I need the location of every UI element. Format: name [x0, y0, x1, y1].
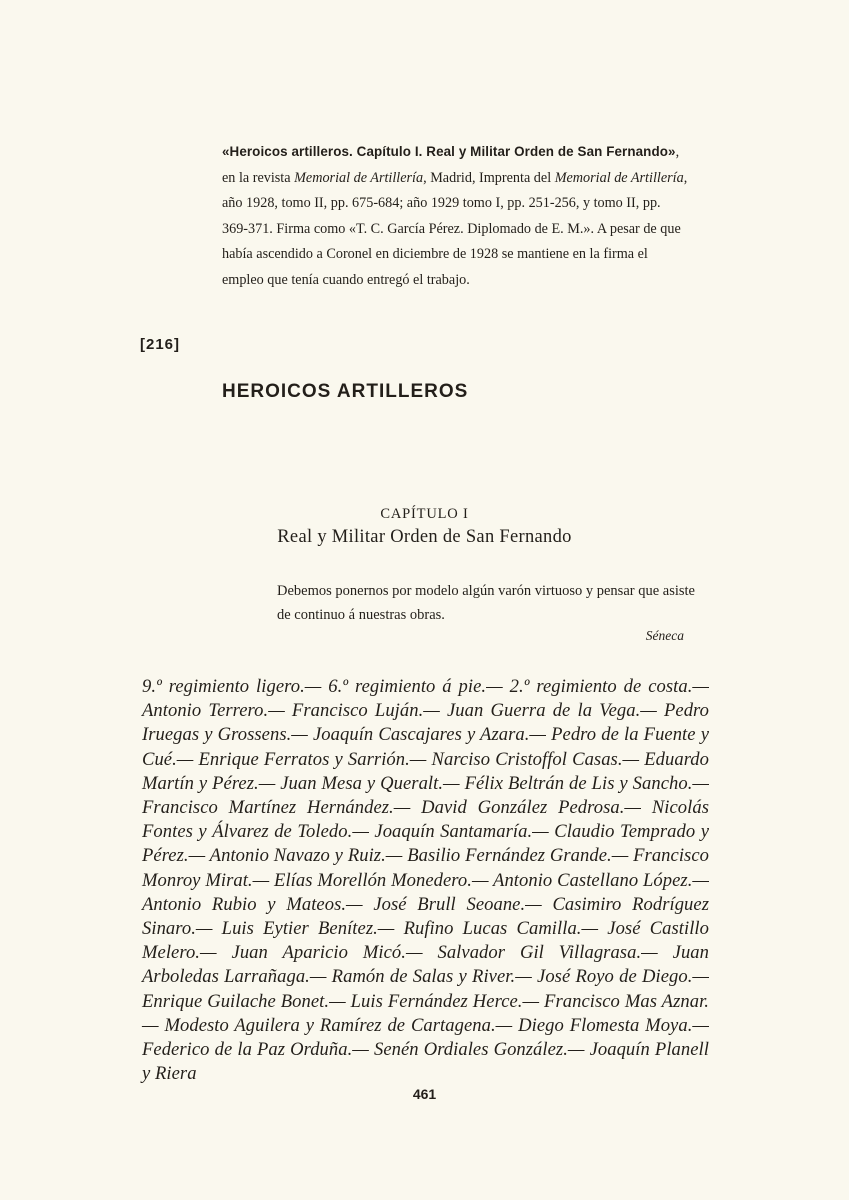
note-title-comma: ,: [675, 144, 680, 160]
page-reference: [216]: [140, 336, 181, 353]
body-paragraph: 9.º regimiento ligero.— 6.º regimiento á pie.— 2.º regimiento de costa.— Antonio Terrero.— Francisco Luján.— Juan Guerra de la Vega.— Pedro Iruegas y Grossens.— Joaquín Cascajares y Azara.— Pedro de la Fuente y Cué.— Enrique Ferratos y Sarrión.— Narciso Cristoffol Casas.— Eduardo Martín y Pérez.— Juan Mesa y Queralt.— Félix Beltrán de Lis y Sancho.— Francisco Martínez Hernández.— David González Pedrosa.— Nicolás Fontes y Álvarez de Toledo.— Joaquín Santamaría.— Claudio Temprado y Pérez.— Antonio Navazo y Ruiz.— Basilio Fernández Grande.— Francisco Monroy Mirat.— Elías Morellón Monedero.— Antonio Castellano López.— Antonio Rubio y Mateos.— José Brull Seoane.— Casimiro Rodríguez Sinaro.— Luis Eytier Benítez.— Rufino Lucas Camilla.— José Castillo Melero.— Juan Aparicio Micó.— Salvador Gil Villagrasa.— Juan Arboledas Larrañaga.— Ramón de Salas y River.— José Royo de Diego.— Enrique Guilache Bonet.— Luis Fernández Herce.— Francisco Mas Aznar.— Modesto Aguilera y Ramírez de Cartagena.— Diego Flomesta Moya.— Federico de la Paz Orduña.— Senén Ordiales González.— Joaquín Planell y Riera: [142, 676, 709, 1085]
bibliographic-note: [222, 139, 690, 293]
epigraph-quote: Debemos ponernos por modelo algún varón virtuoso y pensar que asiste de continuo á nuestras obras.: [277, 583, 695, 623]
chapter-label: CAPÍTULO I: [380, 506, 469, 522]
chapter-title: Real y Militar Orden de San Fernando: [277, 527, 572, 547]
note-journal-2: Memorial de Artillería: [554, 169, 684, 186]
main-title: HEROICOS ARTILLEROS: [222, 381, 469, 402]
note-text-3: , año 1928, tomo II, pp. 675-684; año 1929 tomo I, pp. 251-256, y tomo II, pp. 369-371. Firma como «T. C. García Pérez. Diplomado de E. M.». A pesar de que había ascendido a Coronel en diciembre de 1928 se mantiene en la firma el empleo que tenía cuando entregó el trabajo.: [222, 169, 688, 288]
page-number: 461: [412, 1086, 437, 1102]
epigraph-author: Séneca: [645, 628, 684, 643]
note-text-2: , Madrid, Imprenta del: [423, 169, 555, 186]
note-journal-1: Memorial de Artillería: [294, 169, 424, 186]
note-text-1: en la revista: [222, 169, 295, 186]
note-title: «Heroicos artilleros. Capítulo I. Real y Militar Orden de San Fernando»: [222, 144, 676, 159]
